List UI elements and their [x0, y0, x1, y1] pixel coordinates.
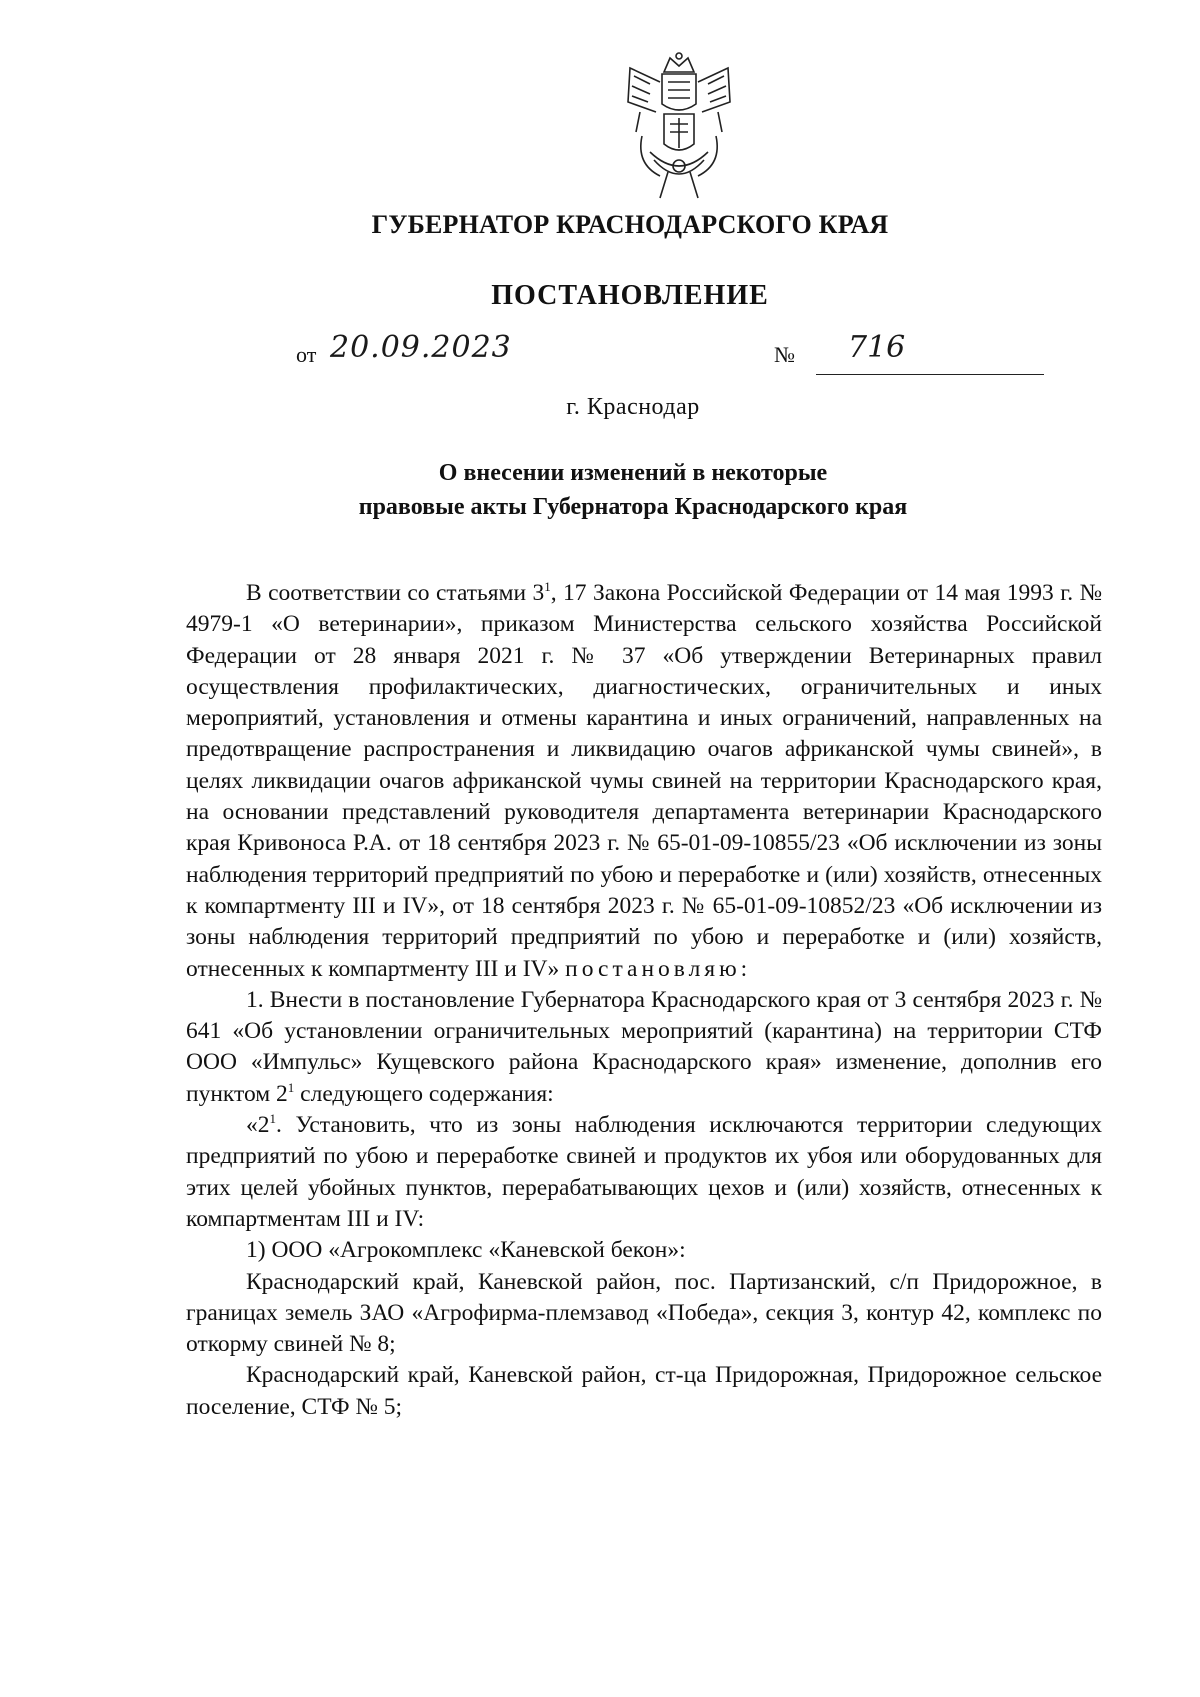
clause-1-text-a: 1. Внести в постановление Губернатора Краснодарского края от 3 сентября 2023 г. № 641 «Об установлении ограничительных мероприятий (карантина) на территории СТФ ООО «Импульс» Кущевского района Краснодарского края» изменение, дополнив его пунктом 2: [186, 986, 1102, 1107]
address-paragraph-1: Краснодарский край, Каневской район, пос. Партизанский, с/п Придорожное, в границах земель ЗАО «Агрофирма-племзавод «Победа», секция 3, контур 42, комплекс по откорму свиней № 8;: [186, 1268, 1102, 1358]
number-underline: [816, 374, 1044, 375]
clause-1-text-b: следующего содержания:: [294, 1080, 554, 1107]
inserted-clause-text-b: . Установить, что из зоны наблюдения исключаются территории следующих предприятий по убою и переработке свиней и продуктов их убоя или оборудованных для этих целей убойных пунктов, перерабатывающих цехов и (или) хозяйств, отнесенных к компартментам III и IV:: [186, 1112, 1102, 1232]
address-paragraph-2: Краснодарский край, Каневской район, ст-ца Придорожная, Придорожное сельское поселение, СТФ № 5;: [186, 1362, 1102, 1420]
number-label: №: [774, 342, 795, 367]
enterprise-item-1: 1) ООО «Агрокомплекс «Каневской бекон»:: [246, 1237, 686, 1264]
krasnodar-coat-of-arms-emblem: [620, 52, 738, 202]
handwritten-date: 20.09.2023: [330, 330, 512, 365]
clause-1-superscript: 1: [287, 1079, 295, 1095]
document-type-title: ПОСТАНОВЛЕНИЕ: [491, 280, 769, 311]
document-title: [0, 456, 1200, 524]
document-body: [186, 578, 1102, 1423]
place-of-issue: г. Краснодар: [566, 394, 700, 420]
preamble-text-a: В соответствии со статьями 3: [246, 580, 545, 606]
preamble-text-b: , 17 Закона Российской Федерации от 14 мая 1993 г. № 4979-1 «О ветеринарии», приказом Министерства сельского хозяйства Российской Федерации от 28 января 2021 г. № 37 «Об утверждении Ветеринарных правил осуществления профилактических, диагностических, ограничительных и иных мероприятий, установления и отмены карантина и иных ограничений, направленных на предотвращение распространения и ликвидацию очагов африканской чумы свиней», в целях ликвидации очагов африканской чумы свиней на территории Краснодарского края, на основании представлений руководителя департамента ветеринарии Краснодарского края Кривоноса Р.А. от 18 сентября 2023 г. № 65-01-09-10855/23 «Об исключении из зоны наблюдения территорий предприятий по убою и переработке и (или) хозяйств, отнесенных к компартменту III и IV», от 18 сентября 2023 г. № 65-01-09-10852/23 «Об исключении из зоны наблюдения территорий предприятий по убою и переработке и (или) хозяйств, отнесенных к компартменту III и IV»: [186, 580, 1102, 982]
preamble-paragraph: [186, 578, 1102, 985]
document-header: [0, 210, 1200, 312]
resolve-word: постановляю:: [565, 955, 752, 982]
preamble-superscript: 1: [544, 579, 551, 595]
clause-1-paragraph: [186, 985, 1102, 1110]
handwritten-number: 716: [848, 330, 906, 365]
date-number-line: [296, 330, 1056, 380]
inserted-clause-paragraph: [186, 1110, 1102, 1235]
inserted-clause-text-a: «2: [246, 1112, 270, 1139]
title-line-1: О внесении изменений в некоторые: [438, 460, 828, 486]
inserted-clause-superscript: 1: [269, 1111, 276, 1127]
from-label: от: [296, 342, 317, 367]
title-line-2: правовые акты Губернатора Краснодарского края: [358, 494, 908, 520]
issuer-title: ГУБЕРНАТОР КРАСНОДАРСКОГО КРАЯ: [371, 210, 889, 239]
